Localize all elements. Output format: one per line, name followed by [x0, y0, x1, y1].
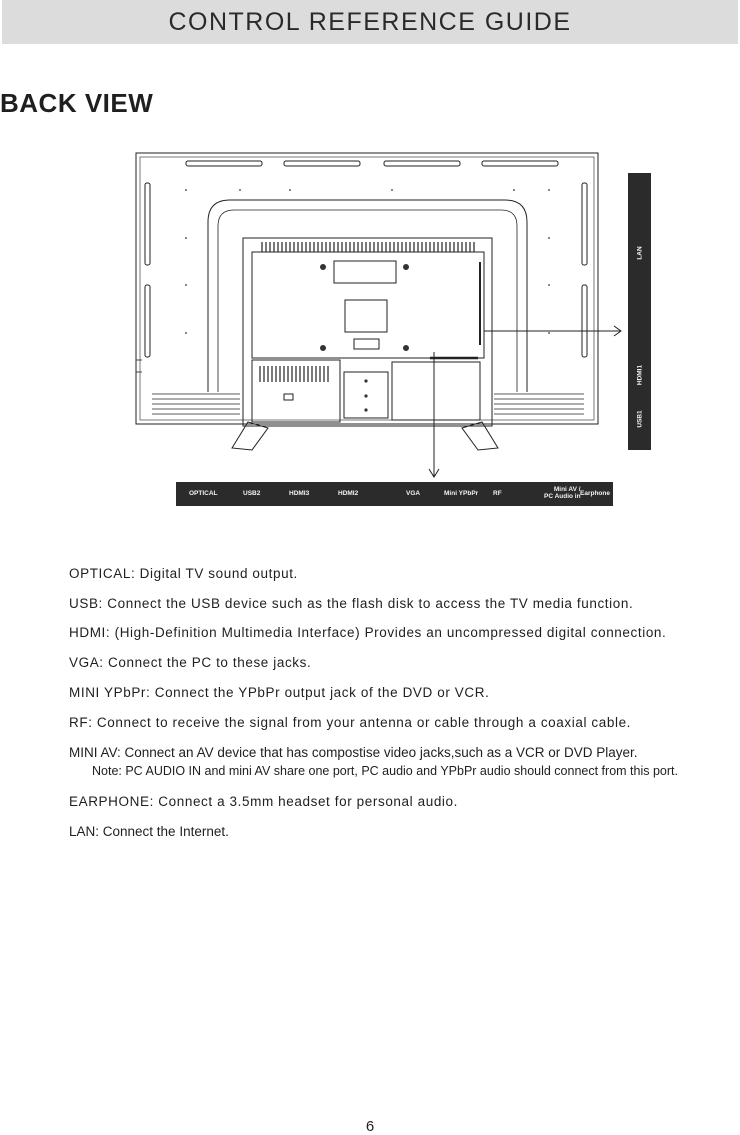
port-label-hdmi2: HDMI2 — [338, 490, 359, 497]
desc-rf: RF: Connect to receive the signal from your antenna or cable through a coaxial cable. — [69, 715, 632, 730]
port-label-mini-av-line1: Mini AV / — [553, 486, 581, 493]
port-label-usb1: USB1 — [636, 410, 643, 428]
port-label-mini-av-line2: PC Audio in — [544, 493, 581, 500]
port-label-lan: LAN — [636, 246, 643, 260]
desc-mini-av-note: Note: PC AUDIO IN and mini AV share one port, PC audio and YPbPr audio should connect from this port. — [92, 764, 678, 778]
port-label-hdmi1: HDMI1 — [636, 364, 643, 386]
port-label-mini-ypbpr: Mini YPbPr — [444, 490, 479, 497]
desc-lan: LAN: Connect the Internet. — [69, 824, 229, 839]
desc-vga: VGA: Connect the PC to these jacks. — [69, 655, 312, 670]
desc-usb: USB: Connect the USB device such as the flash disk to access the TV media function. — [69, 596, 634, 611]
port-label-hdmi3: HDMI3 — [289, 490, 310, 497]
port-label-optical: OPTICAL — [189, 490, 218, 497]
port-label-rf: RF — [493, 490, 502, 497]
port-label-vga: VGA — [406, 490, 421, 497]
desc-mini-ypbpr: MINI YPbPr: Connect the YPbPr output jack of the DVD or VCR. — [69, 685, 490, 700]
desc-earphone: EARPHONE: Connect a 3.5mm headset for personal audio. — [69, 794, 458, 809]
desc-mini-av: MINI AV: Connect an AV device that has compostise video jacks,such as a VCR or DVD Player. — [69, 745, 638, 760]
port-label-usb2: USB2 — [243, 490, 261, 497]
section-heading: BACK VIEW — [0, 88, 154, 118]
page-number: 6 — [365, 1118, 375, 1135]
desc-hdmi: HDMI: (High-Definition Multimedia Interface) Provides an uncompressed digital connection. — [69, 625, 667, 640]
port-label-earphone: Earphone — [580, 490, 610, 497]
page-title: CONTROL REFERENCE GUIDE — [168, 7, 572, 36]
desc-optical: OPTICAL: Digital TV sound output. — [69, 566, 298, 581]
